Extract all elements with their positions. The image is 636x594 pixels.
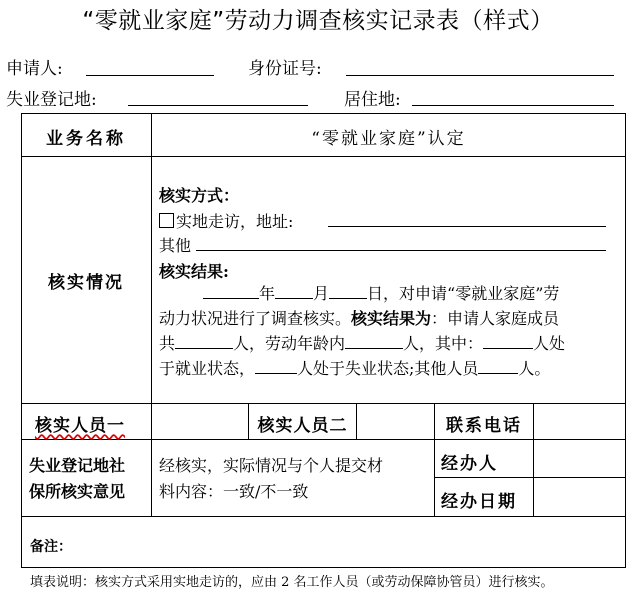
others-count-field[interactable] [478,360,518,374]
remarks-field[interactable] [81,517,625,567]
site-visit-option[interactable] [159,209,293,232]
result-month-field[interactable] [275,285,313,299]
result-year-field[interactable] [203,285,259,299]
other-method-label: 其他 [159,236,192,255]
verification-result-text: 年 月 日，对申请“零就业家庭”劳 动力状况进行了调查核实。核实结果为：申请人家庭成员 共 人，劳动年龄内 人，其中： 人处 于就业状态， 人处于失业状态;其他人员 人。 [159,284,566,378]
verifier-two-field[interactable] [357,404,434,439]
remarks-label: 备注： [30,539,72,555]
verification-result-label: 核实结果: [159,262,229,281]
employed-count-field[interactable] [483,335,533,349]
verification-situation-label: 核实情况 [48,273,124,293]
site-visit-checkbox[interactable] [159,213,174,228]
business-name-label: 业务名称 [46,129,126,149]
contact-phone-label: 联系电话 [446,416,522,436]
members-count-field[interactable] [175,335,233,349]
opinion-text-line1: 经核实，实际情况与个人提交材 [159,456,384,475]
unemployment-reg-field[interactable] [128,105,308,106]
other-method-field[interactable] [196,250,606,251]
id-number-label: 身份证号: [248,59,322,79]
verifier-one-label: 核实人员一 [35,416,125,436]
residence-label: 居住地: [344,90,401,110]
handler-field[interactable] [534,440,625,477]
opinion-label-line1: 失业登记地社 [29,456,126,475]
working-age-count-field[interactable] [345,335,403,349]
site-visit-label: 实地走访，地址: [176,212,294,231]
handler-label: 经办人 [441,454,498,474]
opinion-label-line2: 保所核实意见 [29,482,126,501]
applicant-field[interactable] [86,75,214,76]
page-title: “零就业家庭”劳动力调查核实记录表（样式） [82,8,554,34]
site-address-field[interactable] [328,226,606,227]
contact-phone-field[interactable] [534,404,625,439]
business-name-value: “零就业家庭”认定 [311,129,466,149]
unemployment-reg-label: 失业登记地: [6,90,97,110]
id-number-field[interactable] [346,75,614,76]
handle-date-field[interactable] [534,478,625,516]
verifier-two-label: 核实人员二 [257,416,348,436]
verification-table [21,113,626,568]
handle-date-label: 经办日期 [441,492,517,512]
verification-method-label: 核实方式： [159,186,240,205]
opinion-text-line2: 料内容：一致/不一致 [159,482,309,501]
residence-field[interactable] [412,105,614,106]
result-day-field[interactable] [329,285,367,299]
verifier-one-field[interactable] [152,404,248,439]
unemployed-count-field[interactable] [255,360,297,374]
applicant-label: 申请人: [6,59,63,79]
footer-note: 填表说明：核实方式采用实地走访的，应由 2 名工作人员（或劳动保障协管员）进行核实。 [30,575,554,590]
